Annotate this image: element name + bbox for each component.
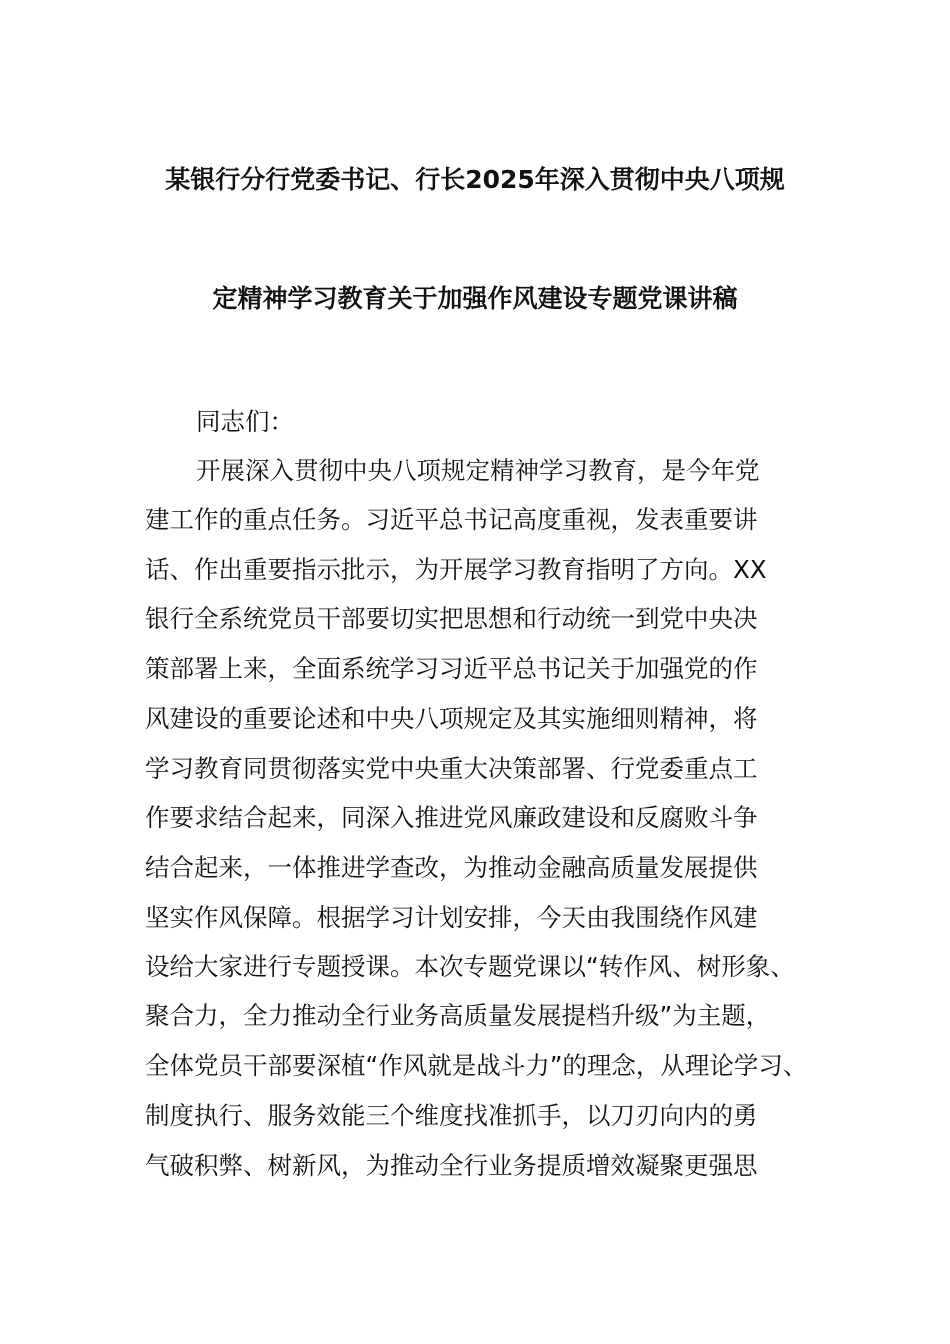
body-paragraph-line: 结合起来，一体推进学查改，为推动金融高质量发展提供 — [145, 853, 758, 882]
document-title-line-1: 某银行分行党委书记、行长2025年深入贯彻中央八项规 — [165, 165, 785, 194]
body-paragraph-line: 聚合力，全力推动全行业务高质量发展提档升级”为主题， — [145, 1001, 771, 1030]
body-paragraph-line: 气破积弊、树新风，为推动全行业务提质增效凝聚更强思 — [145, 1151, 758, 1180]
body-paragraph-line: 话、作出重要指示批示，为开展学习教育指明了方向。XX — [145, 555, 767, 584]
salutation: 同志们： — [196, 407, 294, 436]
body-paragraph-line: 设给大家进行专题授课。本次专题党课以“转作风、树形象、 — [145, 952, 795, 981]
document-title-line-2: 定精神学习教育关于加强作风建设专题党课讲稿 — [212, 284, 738, 313]
body-paragraph-line: 学习教育同贯彻落实党中央重大决策部署、行党委重点工 — [145, 754, 758, 783]
body-paragraph-line: 作要求结合起来，同深入推进党风廉政建设和反腐败斗争 — [145, 803, 758, 832]
body-paragraph-line: 银行全系统党员干部要切实把思想和行动统一到党中央决 — [145, 604, 758, 633]
body-paragraph-line: 全体党员干部要深植“作风就是战斗力”的理念，从理论学习、 — [145, 1051, 808, 1080]
body-paragraph-line: 开展深入贯彻中央八项规定精神学习教育，是今年党 — [196, 456, 760, 485]
body-paragraph-line: 坚实作风保障。根据学习计划安排，今天由我围绕作风建 — [145, 903, 758, 932]
body-paragraph-line: 策部署上来，全面系统学习习近平总书记关于加强党的作 — [145, 654, 758, 683]
body-paragraph-line: 制度执行、服务效能三个维度找准抓手，以刀刃向内的勇 — [145, 1101, 758, 1130]
body-paragraph-line: 建工作的重点任务。习近平总书记高度重视，发表重要讲 — [145, 505, 758, 534]
body-paragraph-line: 风建设的重要论述和中央八项规定及其实施细则精神，将 — [145, 704, 758, 733]
